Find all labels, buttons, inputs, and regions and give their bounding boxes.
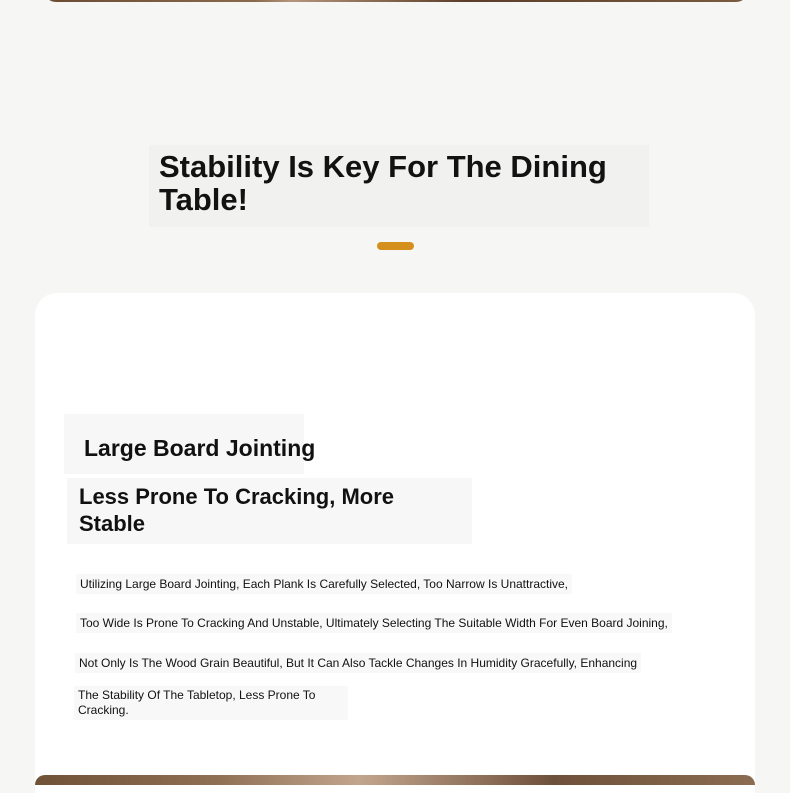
feature-title: Large Board Jointing: [84, 435, 316, 461]
feature-description-line-2: Too Wide Is Prone To Cracking And Unstable, Ultimately Selecting The Suitable Width For Even Board Joining,: [76, 613, 672, 633]
title-underline: [377, 242, 414, 250]
feature-description-line-3: Not Only Is The Wood Grain Beautiful, But It Can Also Tackle Changes In Humidity Gracefully, Enhancing: [75, 653, 641, 673]
feature-description-line-4: The Stability Of The Tabletop, Less Prone To Cracking.: [74, 686, 348, 720]
bottom-product-image-edge: [35, 775, 755, 785]
section-title: Stability Is Key For The Dining Table!: [159, 149, 607, 217]
feature-description-line-1: Utilizing Large Board Jointing, Each Plank Is Carefully Selected, Too Narrow Is Unattractive,: [76, 574, 572, 594]
top-product-image-edge: [44, 0, 748, 2]
feature-subtitle: Less Prone To Cracking, More Stable: [79, 484, 395, 536]
